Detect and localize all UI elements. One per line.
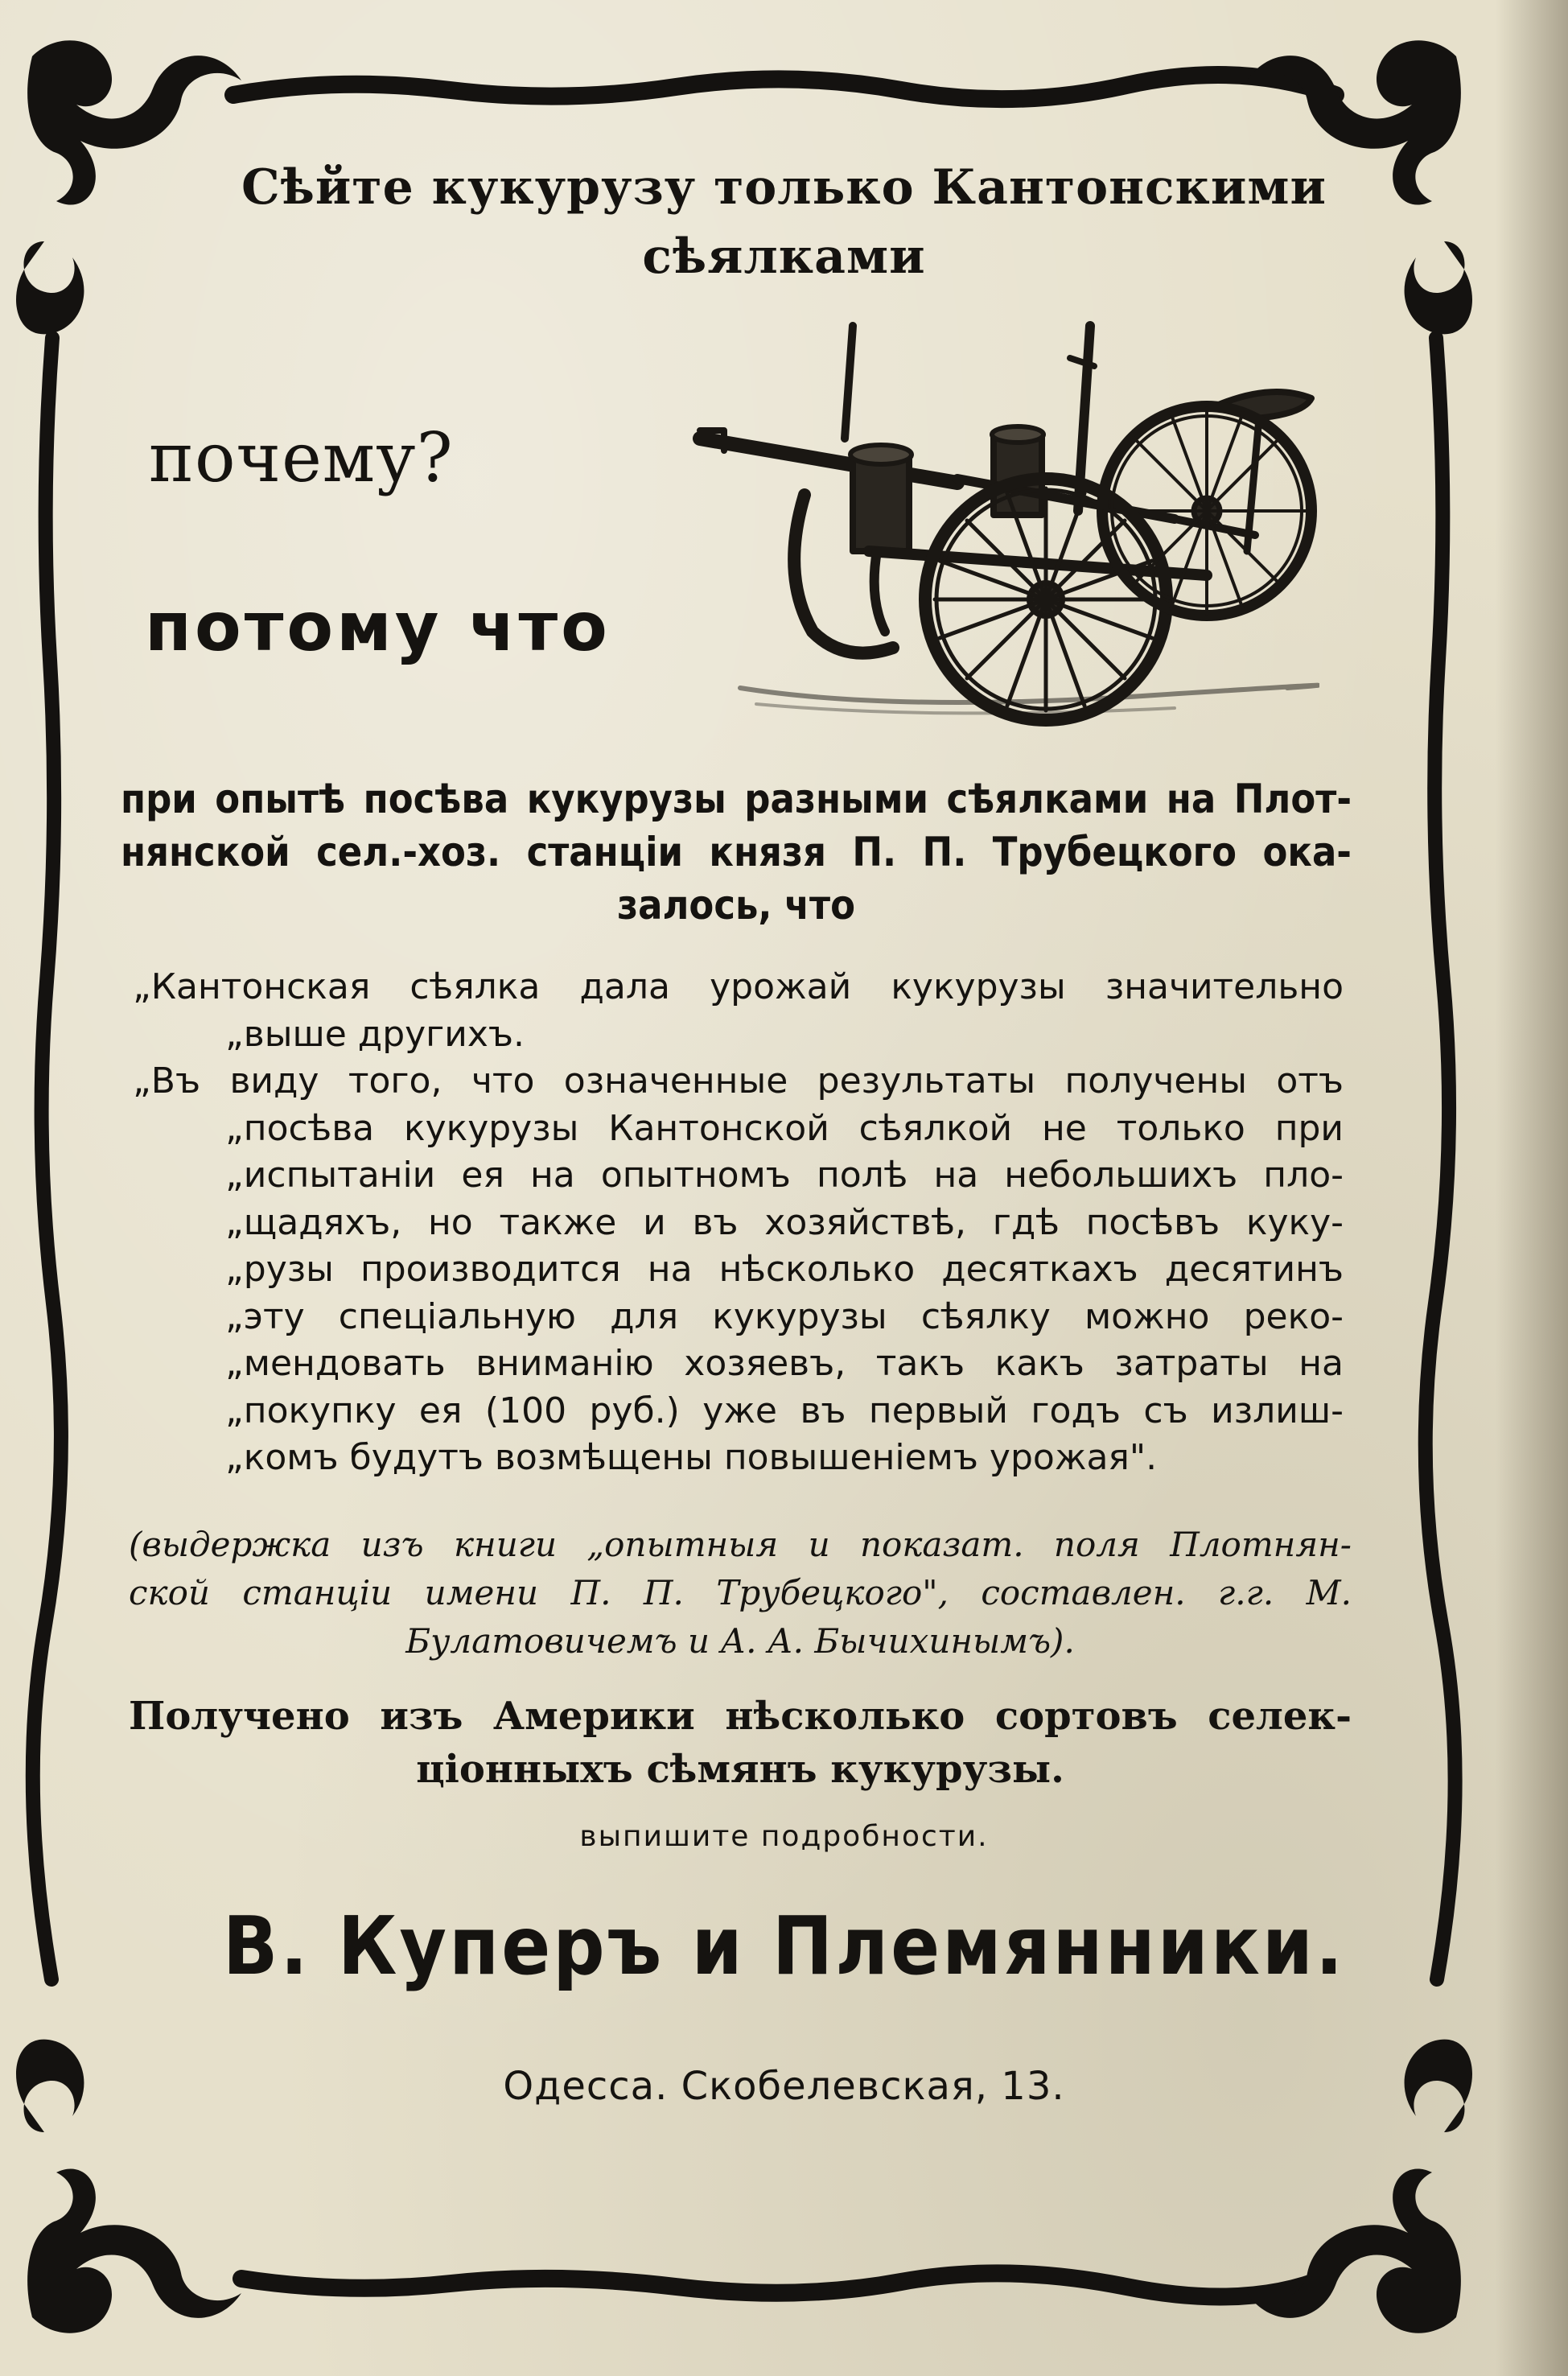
intro-paragraph [121,772,1352,932]
quote-line: „Кантонская сѣялка дала урожай кукурузы значительно [133,966,1344,1007]
intro-line: при опытѣ посѣва кукурузы разными сѣялками на Плот- [121,776,1352,822]
answer-because: потому что [145,587,611,666]
headline-line-2: сѣялками [642,229,926,285]
quote-line: „испытаніи ея на опытномъ полѣ на небольшихъ пло- [225,1155,1344,1196]
intro-line: нянской сел.-хоз. станціи князя П. П. Трубецкого ока- [121,829,1352,875]
write-for-details: выпишите подробности. [579,1820,989,1853]
headline [0,153,1568,291]
received-line: ціонныхъ сѣмянъ кукурузы. [416,1747,1064,1792]
firm-name: В. Куперъ и Племянники. [222,1899,1346,1993]
intro-line: залось, что [616,882,856,929]
received-line: Получено изъ Америки нѣсколько сортовъ селек- [129,1694,1352,1739]
source-line: ской станціи имени П. П. Трубецкого", составлен. г.г. М. [129,1573,1352,1612]
source-line: (выдержка изъ книги „опытныя и показат. поля Плотнян- [129,1525,1352,1564]
question-why: почему? [149,418,454,497]
received-notice [129,1690,1352,1796]
source-citation [129,1521,1352,1666]
firm-address: Одесса. Скобелевская, 13. [503,2064,1065,2109]
headline-line-1: Сѣйте кукурузу только Кантонскими [241,159,1327,216]
quote-line: „комъ будутъ возмѣщены повышеніемъ урожая". [225,1437,1158,1478]
quote-line: „покупку ея (100 руб.) уже въ первый годъ съ излиш- [225,1390,1344,1431]
corn-seeder-illustration-icon [692,310,1319,728]
quote-line: „щадяхъ, но также и въ хозяйствѣ, гдѣ посѣвъ куку- [225,1201,1344,1243]
quote-paragraph [133,964,1344,1482]
quote-line: „рузы производится на нѣсколько десяткахъ десятинъ [225,1249,1344,1290]
quote-line: „выше другихъ. [225,1013,525,1055]
quote-line: „посѣва кукурузы Кантонской сѣялкой не только при [225,1107,1344,1149]
source-line: Булатовичемъ и А. А. Бычихинымъ). [405,1621,1075,1661]
quote-line: „эту спеціальную для кукурузы сѣялку можно реко- [225,1295,1344,1337]
quote-line: „Въ виду того, что означенные результаты получены отъ [133,1060,1344,1102]
quote-line: „мендовать вниманію хозяевъ, такъ какъ затраты на [225,1343,1344,1384]
